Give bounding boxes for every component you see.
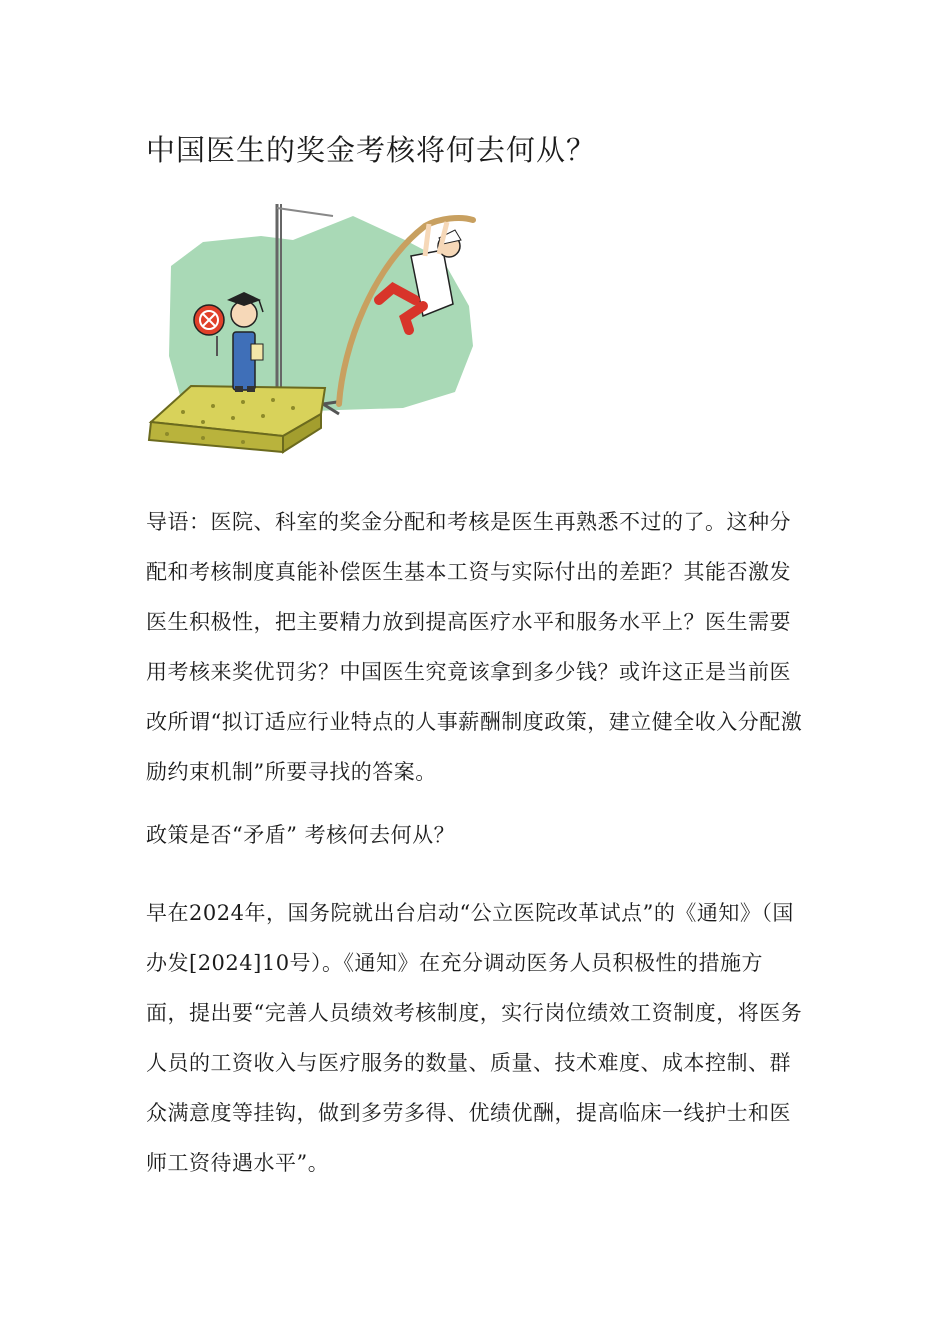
intro-paragraph: 导语：医院、科室的奖金分配和考核是医生再熟悉不过的了。这种分配和考核制度真能补偿医生基本工资与实际付出的差距？其能否激发医生积极性，把主要精力放到提高医疗水平和服务水平上？医生需要用考核来奖优罚劣？中国医生究竟该拿到多少钱？或许这正是当前医改所谓“拟订适应行业特点的人事薪酬制度政策，建立健全收入分配激励约束机制”所要寻找的答案。: [146, 510, 803, 784]
article-title: 中国医生的奖金考核将何去何从？: [146, 133, 597, 167]
illustration-image: [143, 196, 486, 454]
body-paragraph: 早在2024年，国务院就出台启动“公立医院改革试点”的《通知》（国办发[2024]10号）。《通知》在充分调动医务人员积极性的措施方面，提出要“完善人员绩效考核制度，实行岗位绩效工资制度，将医务人员的工资收入与医疗服务的数量、质量、技术难度、成本控制、群众满意度等挂钩，做到多劳多得、优绩优酬，提高临床一线护士和医师工资待遇水平”。: [146, 901, 803, 1175]
section-heading: 政策是否“矛盾” 考核何去何从？: [146, 823, 456, 847]
